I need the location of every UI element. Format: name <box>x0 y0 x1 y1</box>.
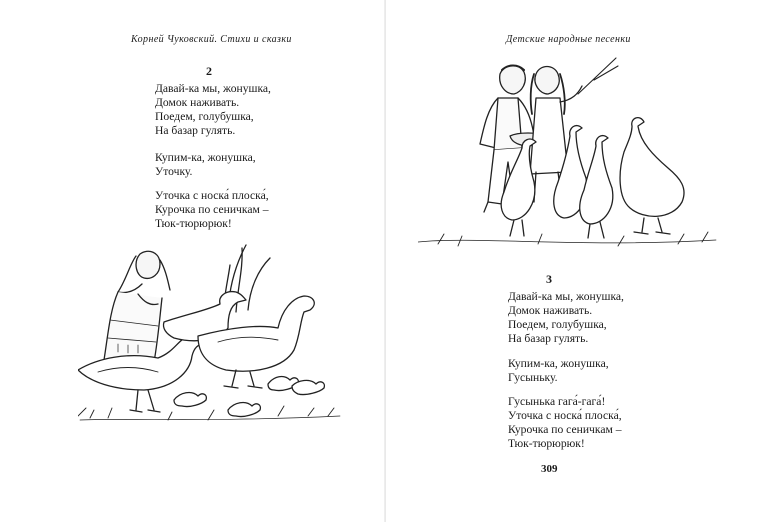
poem-line: Курочка по сеничкам – <box>508 423 622 436</box>
left-stanza-1 <box>155 82 271 138</box>
right-poem-number: 3 <box>546 272 552 286</box>
poem-line: Уточка с носка́ плоска́, <box>508 409 622 422</box>
poem-line: Гусыньку. <box>508 371 558 384</box>
poem-line: Домок наживать. <box>508 304 593 317</box>
poem-line: Гусынька гага́-гага́! <box>508 395 606 408</box>
poem-line: Домок наживать. <box>155 96 240 109</box>
left-poem-number: 2 <box>206 64 212 78</box>
left-running-head: Корней Чуковский. Стихи и сказки <box>131 34 292 45</box>
duck-illustration <box>78 240 348 425</box>
poem-line: Поедем, голубушка, <box>155 110 254 123</box>
right-page <box>385 0 770 522</box>
poem-line: Давай-ка мы, жонушка, <box>155 82 271 95</box>
right-stanza-1 <box>508 290 624 346</box>
poem-line: Курочка по сеничкам – <box>155 203 269 216</box>
right-running-head: Детские народные песенки <box>506 34 631 45</box>
page-number: 309 <box>541 463 558 475</box>
poem-line: Уточку. <box>155 165 193 178</box>
left-stanza-3 <box>155 189 269 231</box>
right-stanza-3 <box>508 395 622 451</box>
poem-line: Поедем, голубушка, <box>508 318 607 331</box>
poem-line: На базар гулять. <box>155 124 236 137</box>
left-stanza-2 <box>155 151 256 179</box>
poem-line: Купим-ка, жонушка, <box>508 357 609 370</box>
geese-illustration <box>418 52 718 262</box>
poem-line: Давай-ка мы, жонушка, <box>508 290 624 303</box>
right-stanza-2 <box>508 357 609 385</box>
poem-line: Тюк-тюрюрюк! <box>508 437 585 450</box>
poem-line: На базар гулять. <box>508 332 589 345</box>
poem-line: Уточка с носка́ плоска́, <box>155 189 269 202</box>
poem-line: Тюк-тюрюрюк! <box>155 217 232 230</box>
poem-line: Купим-ка, жонушка, <box>155 151 256 164</box>
